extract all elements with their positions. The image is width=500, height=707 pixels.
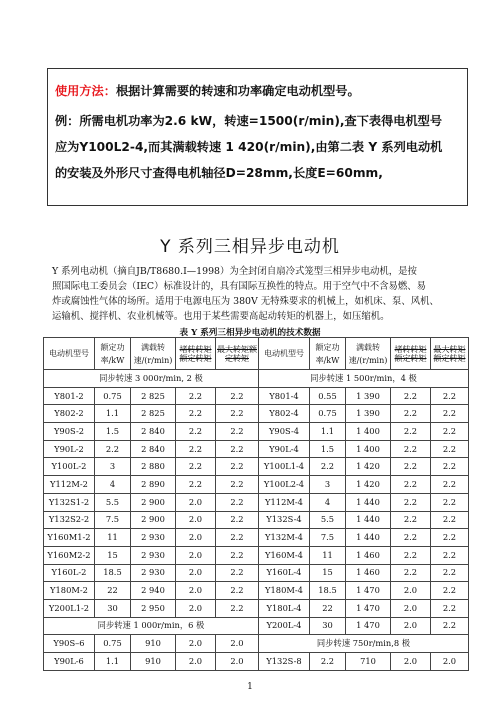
table-cell: 2.0 xyxy=(391,582,431,600)
usage-text: 根据计算需要的转速和功率确定电动机型号。 xyxy=(115,84,360,98)
table-row xyxy=(44,387,469,405)
table-cell: Y90S–6 xyxy=(44,635,95,653)
table-cell: 2.2 xyxy=(431,458,469,476)
table-cell: 2.2 xyxy=(95,440,131,458)
table-cell: Y180L-4 xyxy=(259,599,310,617)
table-cell: 1 420 xyxy=(346,458,391,476)
table-cell: 2.2 xyxy=(431,511,469,529)
table-cell: 2.2 xyxy=(176,440,216,458)
table-row xyxy=(44,440,469,458)
table-cell: 2 930 xyxy=(131,546,176,564)
table-cell: 2.2 xyxy=(391,440,431,458)
table-cell: 1 440 xyxy=(346,511,391,529)
table-cell: Y90S-2 xyxy=(44,423,95,441)
intro-paragraph xyxy=(52,264,470,324)
table-cell: 2.0 xyxy=(391,599,431,617)
table-cell: 2 900 xyxy=(131,493,176,511)
table-cell: 3 xyxy=(95,458,131,476)
motor-spec-table xyxy=(43,337,469,671)
table-cell: Y180M-2 xyxy=(44,582,95,600)
table-cell: 2 825 xyxy=(131,405,176,423)
header-cell: 满载转速/(r/min) xyxy=(346,338,391,370)
table-cell: 2.2 xyxy=(431,387,469,405)
table-cell: 22 xyxy=(95,582,131,600)
table-cell: 4 xyxy=(95,476,131,494)
table-cell: 2.2 xyxy=(431,440,469,458)
table-header-row xyxy=(44,338,469,370)
table-cell: Y100L-2 xyxy=(44,458,95,476)
table-cell: 1 470 xyxy=(346,599,391,617)
table-cell: 2.2 xyxy=(391,564,431,582)
table-cell: 2.2 xyxy=(310,458,346,476)
example-line-1: 例：所需电机功率为2.6 kW，转速=1500(r/min),查下表得电机型号 xyxy=(55,114,443,128)
table-cell: Y132S-8 xyxy=(259,653,310,671)
table-cell: 2 840 xyxy=(131,440,176,458)
table-cell: 4 xyxy=(310,493,346,511)
intro-line: 运输机、搅拌机、农业机械等。也用于某些需要高起动转矩的机器上，如压缩机。 xyxy=(52,311,390,322)
table-cell: 2.0 xyxy=(176,635,216,653)
table-cell: 11 xyxy=(310,546,346,564)
table-cell: 30 xyxy=(310,617,346,635)
table-row xyxy=(44,582,469,600)
table-cell: 2.2 xyxy=(216,493,259,511)
table-cell: Y132M-4 xyxy=(259,529,310,547)
table-cell: Y90L-2 xyxy=(44,440,95,458)
table-cell: 2.0 xyxy=(391,617,431,635)
table-cell: 2.0 xyxy=(176,546,216,564)
table-cell: 1 440 xyxy=(346,529,391,547)
table-cell: 2.2 xyxy=(431,599,469,617)
table-cell: 2.2 xyxy=(176,476,216,494)
table-cell: 2.0 xyxy=(431,653,469,671)
header-cell: 电动机型号 xyxy=(259,338,310,370)
table-cell: 2.2 xyxy=(216,387,259,405)
table-cell: 2.0 xyxy=(176,653,216,671)
table-cell: 2 825 xyxy=(131,387,176,405)
table-cell: 11 xyxy=(95,529,131,547)
table-cell: Y801-4 xyxy=(259,387,310,405)
table-cell: 2.2 xyxy=(176,405,216,423)
table-cell: 1.1 xyxy=(95,405,131,423)
group-label-left: 同步转速 3 000r/min, 2 极 xyxy=(44,370,259,388)
table-cell: 2.2 xyxy=(391,546,431,564)
table-cell: 1 390 xyxy=(346,387,391,405)
table-cell: 2.2 xyxy=(391,423,431,441)
table-cell: 2.2 xyxy=(391,405,431,423)
table-cell: 2.2 xyxy=(431,546,469,564)
table-cell: 7.5 xyxy=(310,529,346,547)
table-cell: 2.2 xyxy=(216,423,259,441)
table-cell: 3 xyxy=(310,476,346,494)
table-cell: 2.2 xyxy=(391,387,431,405)
table-cell: 7.5 xyxy=(95,511,131,529)
table-cell: 2.0 xyxy=(176,582,216,600)
table-cell: Y160M1-2 xyxy=(44,529,95,547)
example-line-3: 的安装及外形尺寸查得电机轴径D=28mm,长度E=60mm, xyxy=(55,166,383,180)
table-cell: Y802-4 xyxy=(259,405,310,423)
header-cell: 堵转转矩额定转矩 xyxy=(391,338,431,370)
table-cell: 2.2 xyxy=(216,529,259,547)
table-cell: 2.0 xyxy=(176,493,216,511)
table-cell: 18.5 xyxy=(310,582,346,600)
table-cell: 2.2 xyxy=(431,405,469,423)
table-cell: 22 xyxy=(310,599,346,617)
table-cell: 2.0 xyxy=(176,599,216,617)
header-cell: 最大转矩额定转矩 xyxy=(216,338,259,370)
table-cell: 2.2 xyxy=(216,440,259,458)
group-label-left: 同步转速 1 000r/min，6 极 xyxy=(44,617,259,635)
table-cell: Y112M-2 xyxy=(44,476,95,494)
table-cell: 2.2 xyxy=(391,476,431,494)
table-cell: 1.1 xyxy=(95,653,131,671)
table-row xyxy=(44,635,469,653)
usage-line xyxy=(55,78,467,104)
table-cell: 2.0 xyxy=(391,653,431,671)
intro-line: 炸或腐蚀性气体的场所。适用于电源电压为 380V 无特殊要求的机械上，如机床、泵、风机、 xyxy=(52,296,439,307)
table-cell: 2.2 xyxy=(391,511,431,529)
table-row xyxy=(44,405,469,423)
table-row xyxy=(44,493,469,511)
table-cell: 2.2 xyxy=(310,653,346,671)
table-cell: 2 940 xyxy=(131,582,176,600)
usage-label: 使用方法： xyxy=(55,84,116,98)
table-row xyxy=(44,599,469,617)
table-cell: 2.2 xyxy=(431,493,469,511)
table-cell: 2.2 xyxy=(176,423,216,441)
table-cell: 0.55 xyxy=(310,387,346,405)
table-row xyxy=(44,511,469,529)
table-cell: 2.2 xyxy=(391,493,431,511)
table-cell: 1.1 xyxy=(310,423,346,441)
table-cell: Y160L-4 xyxy=(259,564,310,582)
table-cell: 30 xyxy=(95,599,131,617)
header-cell: 堵转转矩额定转矩 xyxy=(176,338,216,370)
header-cell: 电动机型号 xyxy=(44,338,95,370)
table-cell: Y802-2 xyxy=(44,405,95,423)
table-cell: 5.5 xyxy=(310,511,346,529)
table-cell: 2 880 xyxy=(131,458,176,476)
table-cell: 2.2 xyxy=(391,458,431,476)
table-row xyxy=(44,423,469,441)
table-cell: 2.2 xyxy=(216,511,259,529)
table-cell: 15 xyxy=(310,564,346,582)
table-cell: Y801-2 xyxy=(44,387,95,405)
table-cell: Y100L2-4 xyxy=(259,476,310,494)
page-number: 1 xyxy=(247,682,253,692)
table-cell: 2.2 xyxy=(431,423,469,441)
table-cell: 2 930 xyxy=(131,529,176,547)
table-cell: 2 840 xyxy=(131,423,176,441)
table-row xyxy=(44,617,469,635)
header-cell: 额定功率/kW xyxy=(310,338,346,370)
table-cell: 910 xyxy=(131,653,176,671)
group-label-right: 同步转速 1 500r/min，4 极 xyxy=(259,370,469,388)
table-cell: 2.2 xyxy=(391,529,431,547)
table-cell: 1 460 xyxy=(346,564,391,582)
header-cell: 满载转速/(r/min) xyxy=(131,338,176,370)
table-cell: 2.2 xyxy=(431,617,469,635)
table-cell: 1 460 xyxy=(346,546,391,564)
table-cell: 1 470 xyxy=(346,617,391,635)
table-cell: Y100L1-4 xyxy=(259,458,310,476)
table-row xyxy=(44,529,469,547)
table-cell: 2.0 xyxy=(176,511,216,529)
table-cell: 1 400 xyxy=(346,423,391,441)
group-row xyxy=(44,370,469,388)
table-cell: 910 xyxy=(131,635,176,653)
table-cell: 2 900 xyxy=(131,511,176,529)
table-cell: 2.2 xyxy=(176,387,216,405)
table-cell: 2.2 xyxy=(431,529,469,547)
table-cell: 2.2 xyxy=(431,582,469,600)
table-cell: 2.2 xyxy=(431,476,469,494)
document-title: Y 系列三相异步电动机 xyxy=(160,237,340,257)
table-cell: 710 xyxy=(346,653,391,671)
table-cell: 0.75 xyxy=(95,387,131,405)
table-cell: 2.2 xyxy=(216,564,259,582)
table-cell: 2.2 xyxy=(216,546,259,564)
table-cell: Y160M2-2 xyxy=(44,546,95,564)
table-cell: 2.0 xyxy=(176,529,216,547)
table-cell: 1 390 xyxy=(346,405,391,423)
table-cell: 2 950 xyxy=(131,599,176,617)
table-cell: Y132S-4 xyxy=(259,511,310,529)
table-cell: 1 440 xyxy=(346,493,391,511)
table-cell: Y132S2-2 xyxy=(44,511,95,529)
header-cell: 最大转矩额定转矩 xyxy=(431,338,469,370)
header-cell: 额定功率/kW xyxy=(95,338,131,370)
table-cell: 2.2 xyxy=(216,476,259,494)
table-cell: 2.0 xyxy=(216,653,259,671)
table-row xyxy=(44,564,469,582)
table-cell: 18.5 xyxy=(95,564,131,582)
table-cell: 1.5 xyxy=(95,423,131,441)
table-cell: Y90S-4 xyxy=(259,423,310,441)
table-cell: 15 xyxy=(95,546,131,564)
table-cell: 1 420 xyxy=(346,476,391,494)
table-cell: 2 930 xyxy=(131,564,176,582)
table-cell: 5.5 xyxy=(95,493,131,511)
table-cell: 2.0 xyxy=(216,635,259,653)
intro-line: 照国际电工委员会（IEC）标准设计的，具有国际互换性的特点。用于空气中不含易燃、易 xyxy=(52,281,426,292)
table-row xyxy=(44,653,469,671)
table-caption: 表 Y 系列三相异步电动机的技术数据 xyxy=(179,328,321,338)
usage-note-box xyxy=(47,68,468,206)
table-cell: Y112M-4 xyxy=(259,493,310,511)
table-cell: 0.75 xyxy=(95,635,131,653)
table-cell: 0.75 xyxy=(310,405,346,423)
intro-line: Y 系列电动机（摘自JB/T8680.I—1998）为全封闭自扇冷式笼型三相异步电动机，是按 xyxy=(52,266,417,277)
table-cell: Y90L-4 xyxy=(259,440,310,458)
table-cell: Y200L1-2 xyxy=(44,599,95,617)
table-row xyxy=(44,458,469,476)
table-cell: 2.2 xyxy=(216,405,259,423)
table-row xyxy=(44,476,469,494)
group-label-right: 同步转速 750r/min,8 极 xyxy=(259,635,469,653)
table-cell: Y160M-4 xyxy=(259,546,310,564)
table-cell: 2.2 xyxy=(216,599,259,617)
example-line-2: 应为Y100L2-4,而其满载转速 1 420(r/min),由第二表 Y 系列电动机 xyxy=(55,140,443,154)
table-cell: 1 470 xyxy=(346,582,391,600)
table-row xyxy=(44,546,469,564)
table-cell: 1 400 xyxy=(346,440,391,458)
table-cell: Y200L-4 xyxy=(259,617,310,635)
table-cell: 2.2 xyxy=(431,564,469,582)
table-cell: Y132S1-2 xyxy=(44,493,95,511)
table-cell: Y160L-2 xyxy=(44,564,95,582)
table-cell: Y180M-4 xyxy=(259,582,310,600)
table-cell: 2.0 xyxy=(176,564,216,582)
table-cell: 2.2 xyxy=(216,582,259,600)
table-cell: 1.5 xyxy=(310,440,346,458)
table-cell: Y90L-6 xyxy=(44,653,95,671)
table-cell: 2 890 xyxy=(131,476,176,494)
table-cell: 2.2 xyxy=(176,458,216,476)
table-cell: 2.2 xyxy=(216,458,259,476)
